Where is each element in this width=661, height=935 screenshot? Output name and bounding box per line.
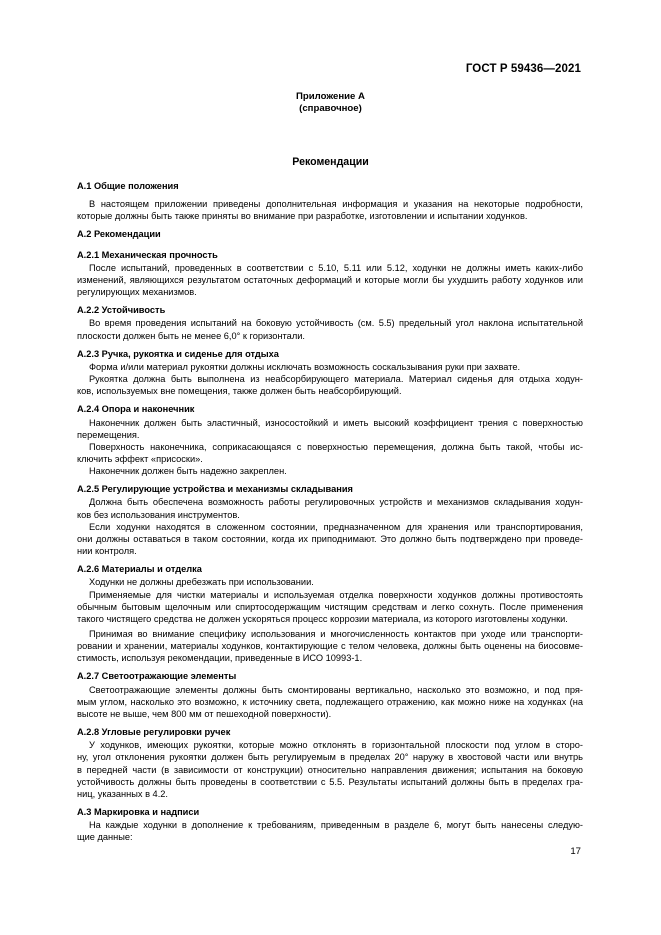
text-line: В настоящем приложении приведены дополнительная информация и указания на некоторые подробности, (89, 199, 583, 210)
text-line: щие данные: (77, 832, 133, 843)
paragraph-a26 (77, 576, 583, 664)
text-line: плоскости должен быть не менее 6,0° к горизонтали. (77, 330, 305, 341)
paragraph-a28 (77, 739, 583, 800)
paragraph-a3 (77, 819, 583, 843)
heading-a26: А.2.6 Материалы и отделка (77, 564, 202, 575)
text-line: Ходунки не должны дребезжать при использовании. (89, 577, 314, 588)
appendix-subtitle: (справочное) (299, 103, 362, 114)
heading-a25: А.2.5 Регулирующие устройства и механизмы складывания (77, 484, 353, 495)
text-line: Поверхность наконечника, соприкасающаяся с поверхностью перемещения, должна быть такой, чтобы ис- (89, 441, 583, 452)
paragraph-a23 (77, 361, 583, 397)
text-line: Светоотражающие элементы должны быть смонтированы вертикально, насколько это возможно, и под пря- (89, 684, 583, 695)
paragraph-a22 (77, 317, 583, 341)
text-line: ровании и хранении, материалы ходунков, контактирующие с телом человека, должны быть оценены на биосовме- (77, 641, 583, 652)
text-line: Рукоятка должна быть выполнена из неабсорбирующего материала. Материал сиденья для отдыха ходун- (89, 374, 583, 385)
heading-a28: А.2.8 Угловые регулировки ручек (77, 727, 231, 738)
text-line: ну, угол отклонения рукоятки должен быть регулируемым в пределах 20° наружу в хвостовой части или внутрь (77, 752, 583, 763)
text-line: Наконечник должен быть надежно закреплен. (89, 466, 287, 477)
heading-a27: А.2.7 Светоотражающие элементы (77, 671, 237, 682)
text-line: ключить эффект «присоски». (77, 453, 203, 464)
text-line: мым углом, насколько это возможно, к источнику света, подлежащего отражению, как можно ниже на ходунках (на (77, 696, 583, 707)
heading-a24: А.2.4 Опора и наконечник (77, 404, 195, 415)
paragraph-a1 (77, 198, 583, 222)
heading-a2: А.2 Рекомендации (77, 229, 161, 240)
text-line: ков, используемых вне помещения, также должен быть неабсорбирующий. (77, 386, 402, 397)
section-title: Рекомендации (292, 156, 369, 168)
text-line: Принимая во внимание специфику использования и многочисленность контактов при уходе или транспорти- (89, 629, 583, 639)
text-line: Во время проведения испытаний на боковую устойчивость (см. 5.5) предельный угол наклона испытательной (89, 318, 583, 329)
heading-a3: А.3 Маркировка и надписи (77, 807, 200, 818)
heading-a1: А.1 Общие положения (77, 181, 179, 191)
text-line: Форма и/или материал рукоятки должны исключать возможность соскальзывания руки при захвате. (89, 361, 521, 372)
heading-a21: А.2.1 Механическая прочность (77, 249, 218, 260)
text-line: они должны оставаться в таком состоянии, когда их приподнимают. Это должно быть подтверждено при проведе- (77, 533, 583, 544)
heading-a23: А.2.3 Ручка, рукоятка и сиденье для отдыха (77, 348, 279, 359)
text-line: У ходунков, имеющих рукоятки, которые можно отклонять в горизонтальной плоскости под углом в сторо- (89, 740, 583, 751)
paragraph-a21 (77, 262, 583, 298)
document-code: ГОСТ Р 59436—2021 (465, 63, 581, 75)
text-line: перемещения. (77, 429, 140, 440)
text-line: высоте не выше, чем 800 мм от пешеходной поверхности). (77, 708, 332, 719)
text-line: регулирующих механизмов. (77, 287, 197, 298)
text-line: которые должны быть также приняты во внимание при разработке, изготовлении и испытании ходунков. (77, 211, 528, 222)
text-line: изменений, являющихся результатом остаточных деформаций и которые могли бы ухудшить работу ходунков или (77, 274, 583, 285)
text-line: ниц, указанных в 4.2. (77, 788, 168, 799)
text-line: После испытаний, проведенных в соответствии с 5.10, 5.11 или 5.12, ходунки не должны иметь каких-либо (89, 262, 583, 273)
text-line: Должна быть обеспечена возможность работы регулировочных устройств и механизмов складывания ходун- (89, 497, 583, 508)
appendix-heading (0, 91, 661, 115)
text-line: Наконечник должен быть эластичный, износостойкий и иметь высокий коэффициент трения с поверхностью (89, 417, 583, 428)
paragraph-a24 (77, 417, 583, 478)
text-line: Применяемые для чистки материалы и используемая отделка поверхности ходунков должны противостоять (89, 589, 583, 600)
text-line: нии контроля. (77, 546, 137, 557)
text-line: в передней части (в зависимости от конструкции) относительно направления движения; испытания на боковую (77, 764, 583, 775)
text-line: ков без использования инструментов. (77, 509, 240, 520)
paragraph-a25 (77, 496, 583, 557)
appendix-title: Приложение А (296, 91, 365, 102)
document-body (77, 180, 583, 844)
text-line: такого чистящего средства не должен ускоряться процесс коррозии материала, из которого изготовлены ходунки. (77, 613, 568, 624)
paragraph-a27 (77, 684, 583, 720)
text-line: обычным бытовым щелочным или спиртосодержащим чистящим средствам и легко сохнуть. После применения (77, 601, 583, 612)
text-line: стимость, используя рекомендации, приведенные в ИСО 10993-1. (77, 653, 363, 664)
heading-a22: А.2.2 Устойчивость (77, 305, 166, 316)
text-line: На каждые ходунки в дополнение к требованиям, приведенным в разделе 6, могут быть нанесены следую- (89, 820, 583, 831)
page-number: 17 (570, 846, 581, 857)
text-line: устойчивость должны быть проведены в соответствии с 5.5. Результаты испытаний должны быть в пределах гра- (77, 776, 583, 787)
text-line: Если ходунки находятся в сложенном состоянии, предназначенном для хранения или транспортирования, (89, 521, 583, 532)
